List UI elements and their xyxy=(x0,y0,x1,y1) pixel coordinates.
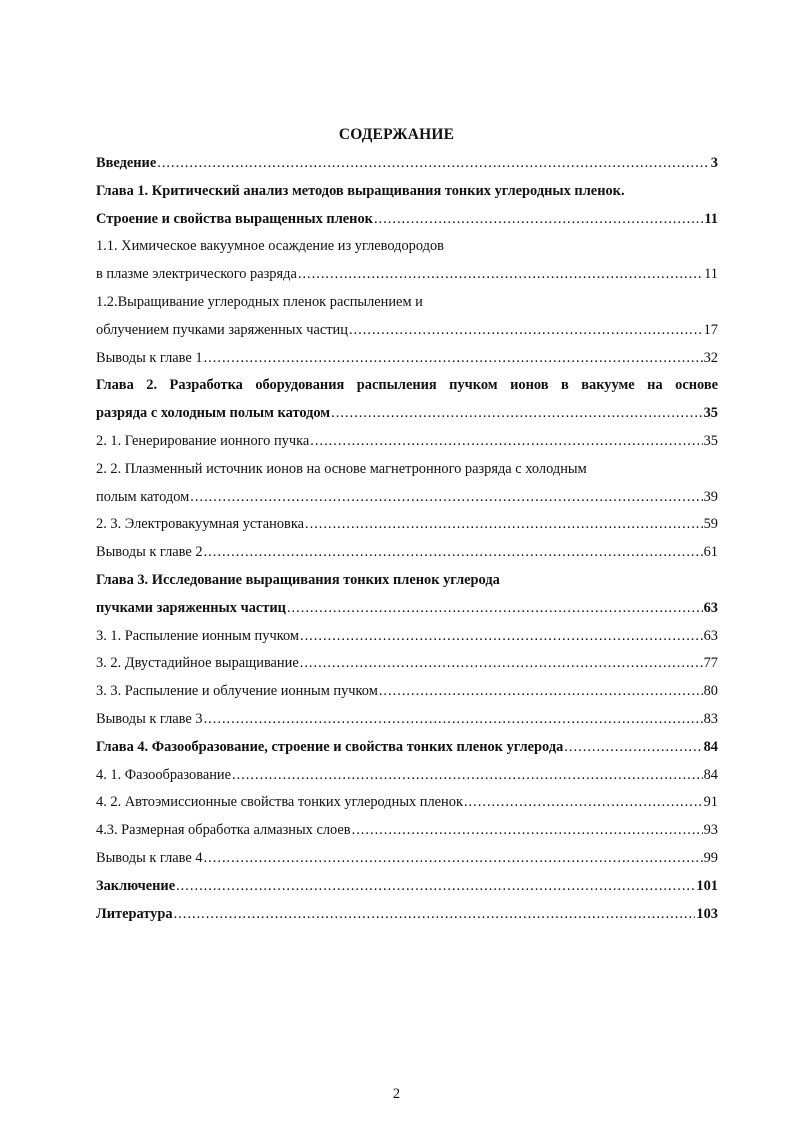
toc-entry xyxy=(96,595,718,623)
toc-entry-page: 84 xyxy=(703,738,718,755)
toc-entry xyxy=(96,678,718,706)
toc-entry xyxy=(96,789,718,817)
toc-entry-title: Заключение xyxy=(96,877,176,894)
toc-entry xyxy=(96,178,718,206)
dot-leader xyxy=(331,400,703,428)
toc-entry-page: 61 xyxy=(703,544,718,561)
toc-entry-title: 2. 2. Плазменный источник ионов на основе магнетронного разряда с холодным xyxy=(96,460,587,477)
toc-entry-title: Введение xyxy=(96,155,157,171)
toc-entry-title: Выводы к главе 2 xyxy=(96,544,203,561)
page-title: СОДЕРЖАНИЕ xyxy=(338,126,455,143)
toc-entry-title: Глава 3. Исследование выращивания тонких пленок углерода xyxy=(96,571,500,588)
toc-entry-title: Выводы к главе 1 xyxy=(96,349,203,366)
toc-entry xyxy=(96,845,718,873)
toc-entry-title: 3. 2. Двустадийное выращивание xyxy=(96,655,299,672)
toc-entry-title: 3. 1. Распыление ионным пучком xyxy=(96,627,299,644)
table-of-contents xyxy=(96,150,718,928)
toc-entry-title: 1.1. Химическое вакуумное осаждение из углеводородов xyxy=(96,238,444,255)
toc-entry-title: 2. 3. Электровакуумная установка xyxy=(96,516,304,533)
dot-leader xyxy=(300,623,703,651)
toc-entry xyxy=(96,762,718,790)
toc-entry-page: 39 xyxy=(703,488,718,505)
toc-entry-title: в плазме электрического разряда xyxy=(96,266,297,283)
toc-entry-title: облучением пучками заряженных частиц xyxy=(96,321,348,338)
dot-leader xyxy=(310,428,702,456)
dot-leader xyxy=(464,789,703,817)
toc-entry-page: 59 xyxy=(703,516,718,533)
toc-entry-page: 77 xyxy=(703,655,718,672)
toc-entry-page: 103 xyxy=(696,905,718,922)
toc-entry xyxy=(96,511,718,539)
toc-entry-page: 35 xyxy=(703,432,718,449)
toc-entry xyxy=(96,456,718,484)
dot-leader xyxy=(176,873,695,901)
toc-entry-page: 3 xyxy=(710,155,718,171)
toc-entry-page: 17 xyxy=(703,321,718,338)
dot-leader xyxy=(157,150,710,178)
toc-entry-title: Выводы к главе 4 xyxy=(96,849,203,866)
toc-entry xyxy=(96,206,718,234)
toc-entry-title: Глава 4. Фазообразование, строение и свойства тонких пленок углерода xyxy=(96,738,564,755)
toc-entry-title: Глава 2. Разработка оборудования распыления пучком ионов в вакууме на основе xyxy=(96,377,718,394)
toc-entry-page: 63 xyxy=(703,627,718,644)
toc-entry xyxy=(96,567,718,595)
dot-leader xyxy=(564,734,702,762)
dot-leader xyxy=(204,539,703,567)
toc-entry-page: 101 xyxy=(696,877,718,894)
dot-leader xyxy=(204,706,703,734)
toc-entry xyxy=(96,623,718,651)
toc-entry-title: Глава 1. Критический анализ методов выращивания тонких углеродных пленок. xyxy=(96,182,625,199)
toc-entry-title: 3. 3. Распыление и облучение ионным пучком xyxy=(96,683,378,700)
dot-leader xyxy=(232,762,703,790)
toc-entry-title: 4. 1. Фазообразование xyxy=(96,766,232,783)
page-number: 2 xyxy=(392,1086,401,1102)
toc-entry-title: 4. 2. Автоэмиссионные свойства тонких углеродных пленок xyxy=(96,794,463,811)
dot-leader xyxy=(204,845,703,873)
toc-entry xyxy=(96,650,718,678)
toc-entry-title: 4.3. Размерная обработка алмазных слоев xyxy=(96,822,351,839)
toc-entry-page: 11 xyxy=(704,210,718,227)
dot-leader xyxy=(204,345,703,373)
toc-entry-page: 63 xyxy=(703,599,718,616)
toc-entry xyxy=(96,400,718,428)
toc-entry xyxy=(96,150,718,178)
toc-entry xyxy=(96,734,718,762)
toc-entry xyxy=(96,901,718,929)
toc-entry-page: 84 xyxy=(703,766,718,783)
dot-leader xyxy=(352,817,703,845)
toc-entry-page: 80 xyxy=(703,683,718,700)
toc-entry xyxy=(96,261,718,289)
toc-entry xyxy=(96,706,718,734)
dot-leader xyxy=(349,317,703,345)
toc-entry xyxy=(96,289,718,317)
toc-entry-title: Выводы к главе 3 xyxy=(96,710,203,727)
toc-entry-page: 91 xyxy=(703,794,718,811)
toc-entry-page: 32 xyxy=(703,349,718,366)
dot-leader xyxy=(174,901,696,929)
toc-entry-title: 2. 1. Генерирование ионного пучка xyxy=(96,432,310,449)
toc-entry-title: Литература xyxy=(96,905,173,922)
toc-entry-page: 83 xyxy=(703,710,718,727)
toc-entry xyxy=(96,233,718,261)
toc-entry-title: Строение и свойства выращенных пленок xyxy=(96,210,373,227)
toc-entry xyxy=(96,873,718,901)
toc-entry-title: пучками заряженных частиц xyxy=(96,599,286,616)
dot-leader xyxy=(300,650,703,678)
dot-leader xyxy=(305,511,703,539)
toc-entry xyxy=(96,345,718,373)
dot-leader xyxy=(298,261,703,289)
toc-entry xyxy=(96,817,718,845)
dot-leader xyxy=(287,595,703,623)
toc-entry-page: 99 xyxy=(703,849,718,866)
toc-entry-page: 93 xyxy=(703,822,718,839)
dot-leader xyxy=(379,678,703,706)
toc-entry-page: 35 xyxy=(703,405,718,422)
dot-leader xyxy=(190,484,702,512)
toc-entry-page: 11 xyxy=(704,266,718,283)
toc-entry-title: разряда с холодным полым катодом xyxy=(96,405,331,422)
toc-entry xyxy=(96,539,718,567)
toc-entry-title: 1.2.Выращивание углеродных пленок распылением и xyxy=(96,293,423,310)
toc-entry-title: полым катодом xyxy=(96,488,190,505)
toc-entry xyxy=(96,372,718,400)
toc-entry xyxy=(96,484,718,512)
toc-entry xyxy=(96,317,718,345)
dot-leader xyxy=(374,206,703,234)
toc-entry xyxy=(96,428,718,456)
